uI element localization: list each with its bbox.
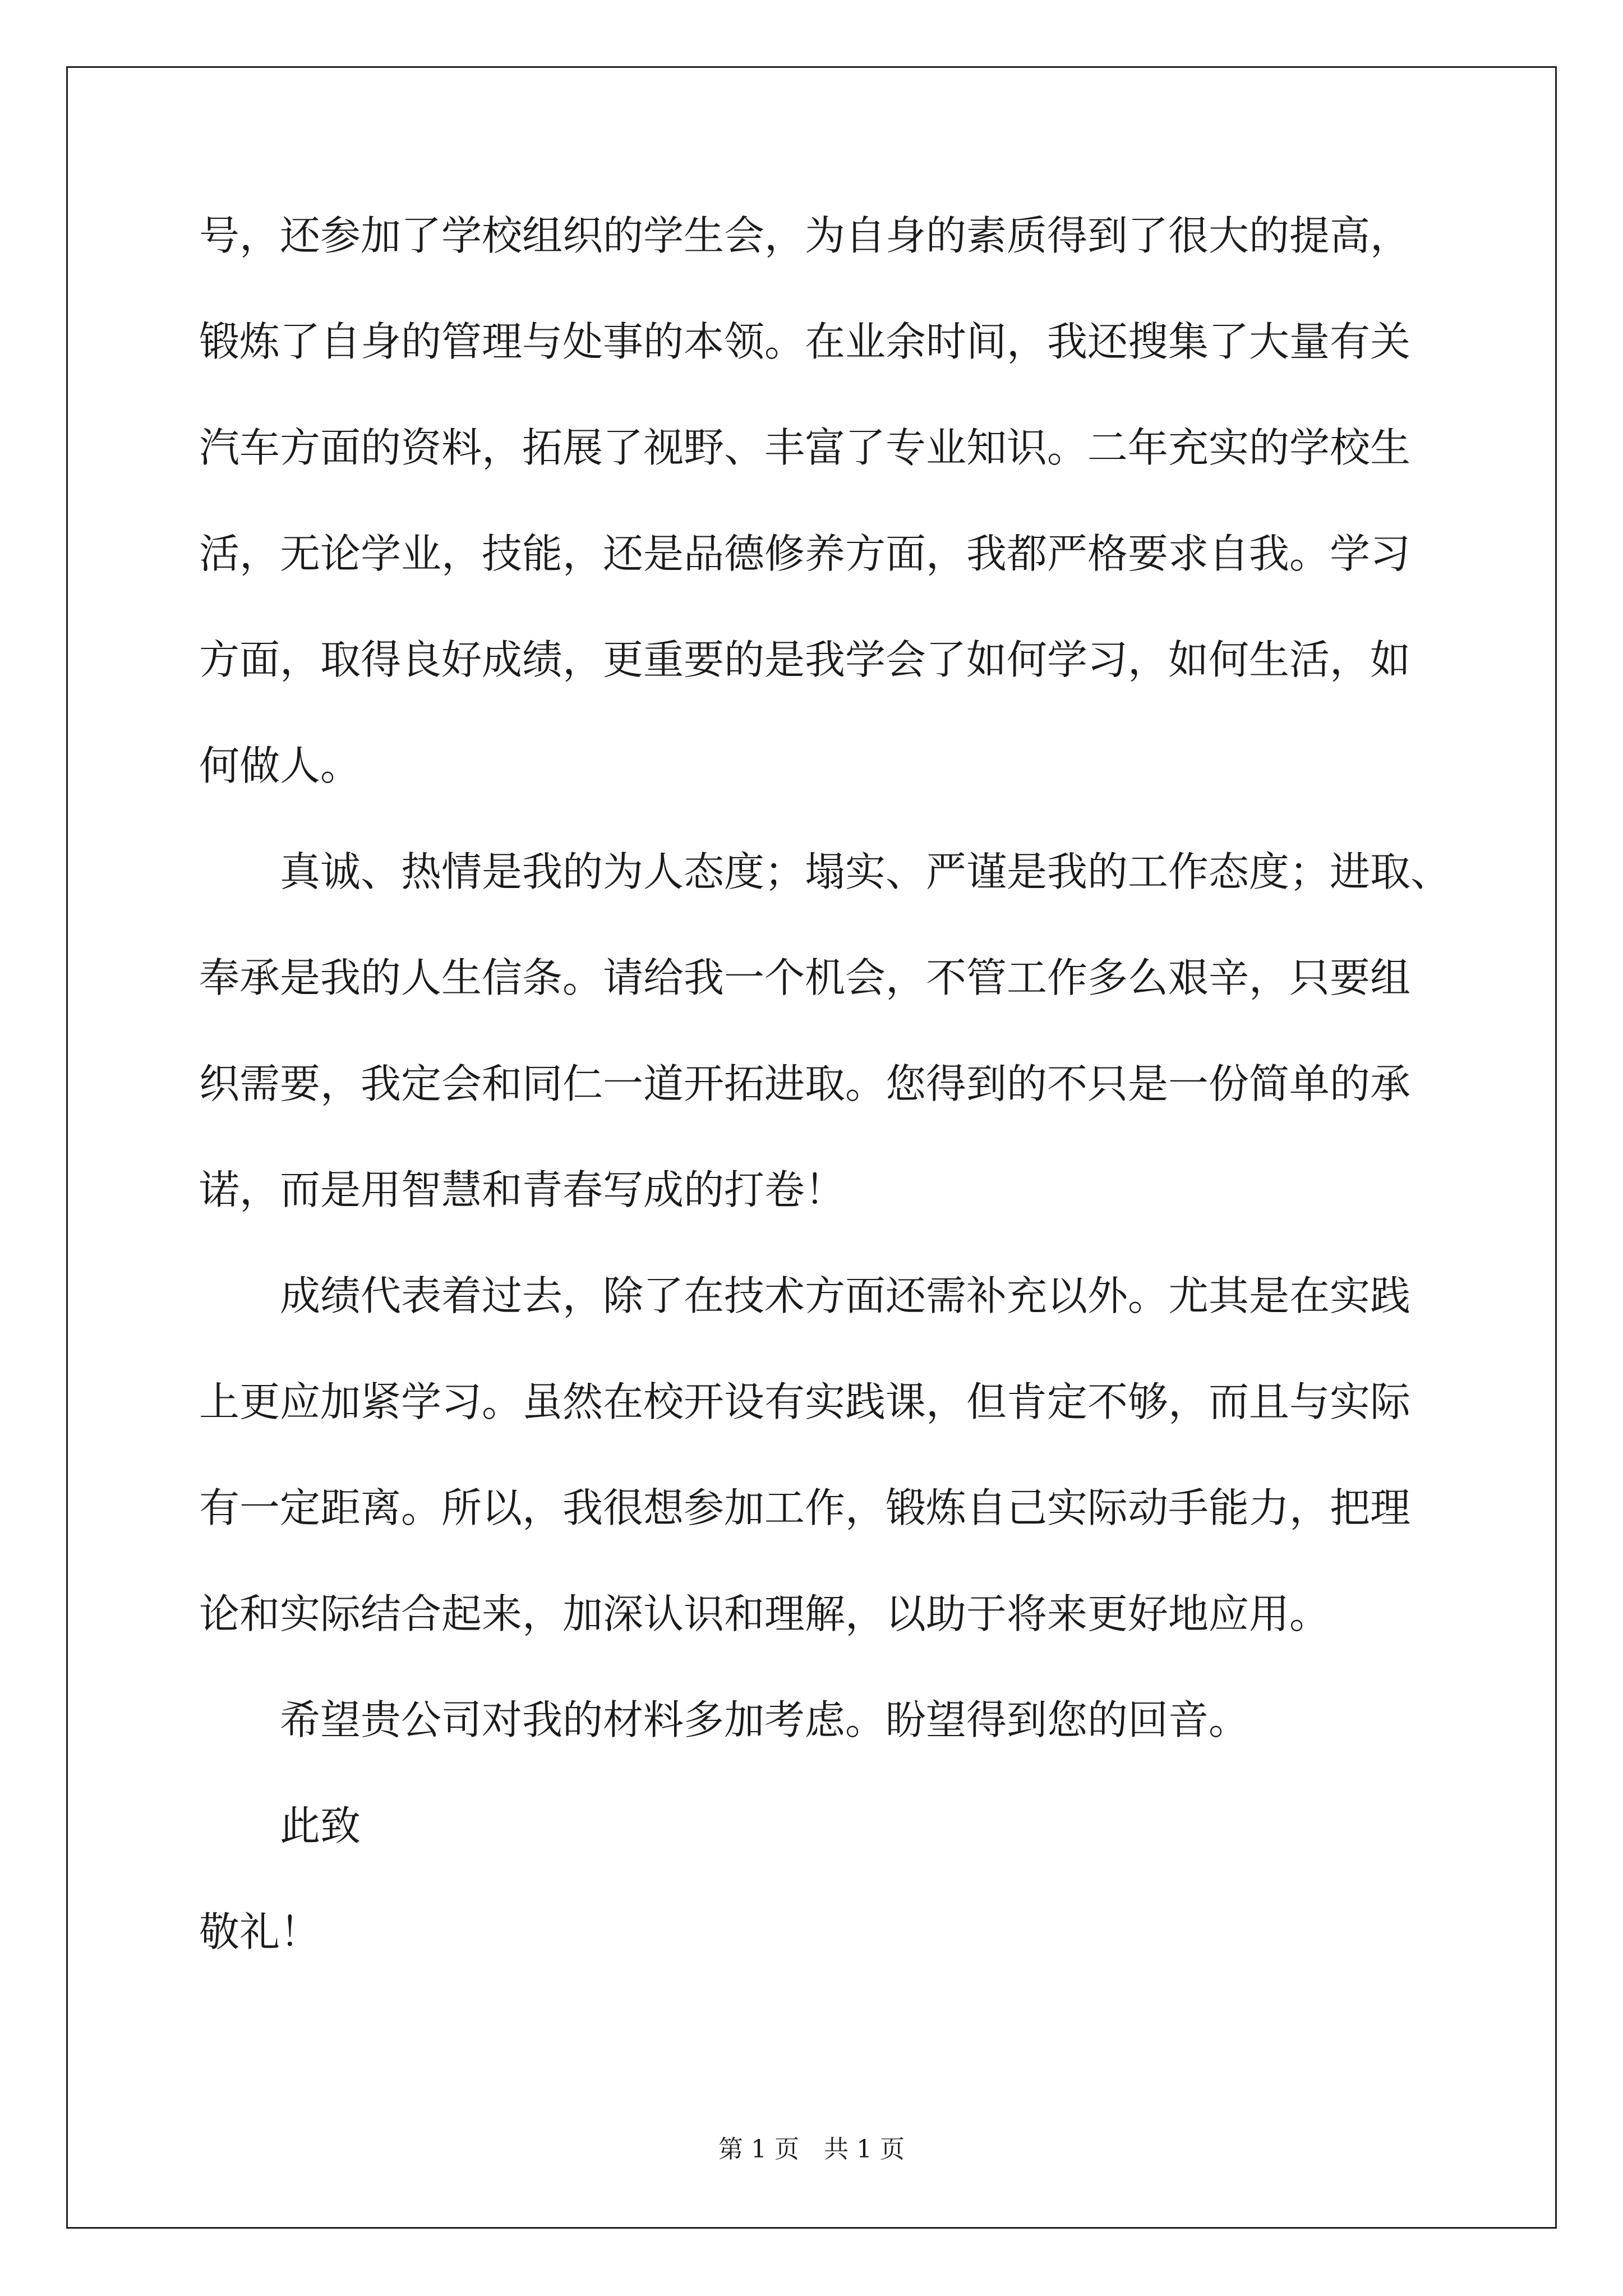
text-line: 有一定距离。所以，我很想参加工作，锻炼自己实际动手能力，把理 xyxy=(199,1484,1411,1531)
text-line: 织需要，我定会和同仁一道开拓进取。您得到的不只是一份简单的承 xyxy=(199,1060,1411,1107)
text-line: 方面，取得良好成绩，更重要的是我学会了如何学习，如何生活，如 xyxy=(199,636,1411,683)
paragraph-start-line: 希望贵公司对我的材料多加考虑。盼望得到您的回音。 xyxy=(280,1696,1249,1743)
paragraph-start-line: 真诚、热情是我的为人态度；塌实、严谨是我的工作态度；进取、 xyxy=(280,848,1451,895)
text-line: 诺，而是用智慧和青春写成的打卷！ xyxy=(199,1166,846,1213)
page-footer: 第 1 页 共 1 页 xyxy=(718,2135,905,2164)
text-line: 奉承是我的人生信条。请给我一个机会，不管工作多么艰辛，只要组 xyxy=(199,954,1411,1001)
text-line: 号，还参加了学校组织的学生会，为自身的素质得到了很大的提高， xyxy=(199,212,1411,259)
text-line: 论和实际结合起来，加深认识和理解，以助于将来更好地应用。 xyxy=(199,1590,1330,1637)
closing-regards: 敬礼！ xyxy=(199,1908,321,1955)
text-line: 上更应加紧学习。虽然在校开设有实践课，但肯定不够，而且与实际 xyxy=(199,1378,1411,1425)
text-line: 活，无论学业，技能，还是品德修养方面，我都严格要求自我。学习 xyxy=(199,530,1411,577)
text-line: 汽车方面的资料，拓展了视野、丰富了专业知识。二年充实的学校生 xyxy=(199,424,1411,471)
paragraph-start-line: 成绩代表着过去，除了在技术方面还需补充以外。尤其是在实践 xyxy=(280,1272,1411,1319)
text-line: 何做人。 xyxy=(199,742,361,789)
closing-salutation: 此致 xyxy=(280,1802,361,1849)
text-line: 锻炼了自身的管理与处事的本领。在业余时间，我还搜集了大量有关 xyxy=(199,318,1411,365)
